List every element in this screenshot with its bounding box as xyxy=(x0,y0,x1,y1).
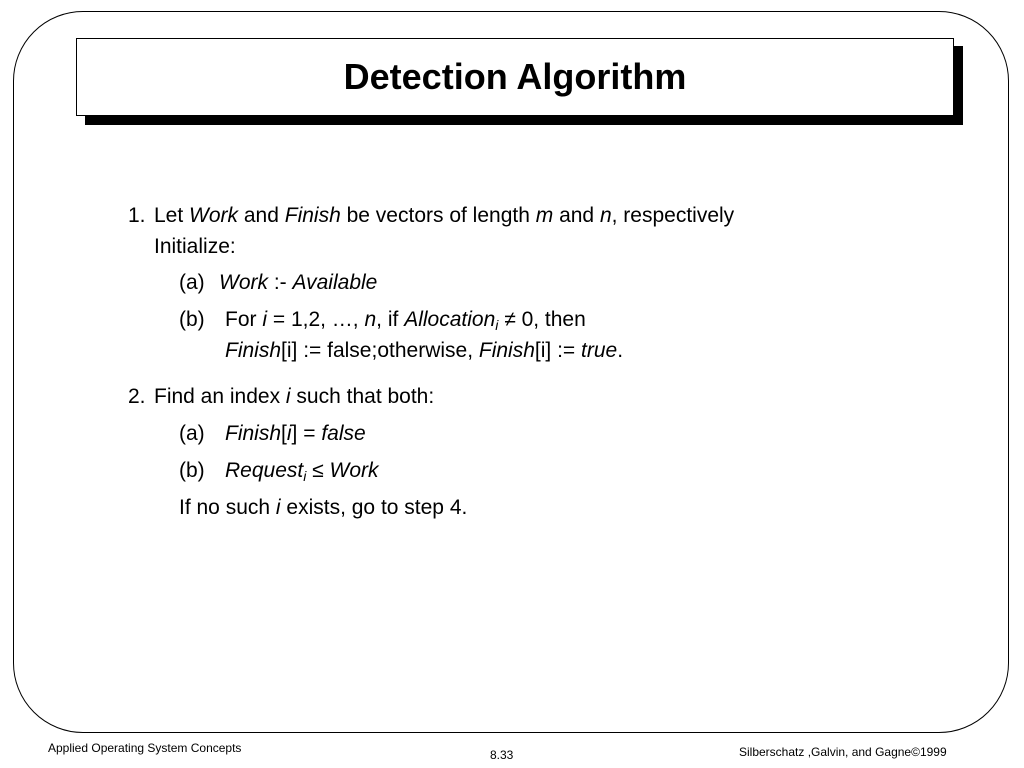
text-run: m xyxy=(535,204,554,227)
text-run: For xyxy=(225,308,263,331)
text-run: true xyxy=(581,339,618,362)
step-1a-label: (a) xyxy=(179,271,205,294)
text-run: Request xyxy=(225,459,304,482)
text-run: such that both: xyxy=(290,385,435,408)
text-run: Finish xyxy=(225,422,282,445)
text-run: Work xyxy=(189,204,239,227)
text-run: . xyxy=(617,339,624,362)
step-1b-line-2 xyxy=(225,340,623,361)
text-run: exists, go to step 4. xyxy=(280,496,468,519)
text-run: ≤ xyxy=(306,459,330,482)
text-run: [i] := xyxy=(534,339,582,362)
slide-title: Detection Algorithm xyxy=(343,56,687,97)
step-2-number: 2. xyxy=(128,385,146,408)
text-run: , if xyxy=(376,308,405,331)
step-2-line-1 xyxy=(154,386,434,407)
text-run: Work xyxy=(219,271,268,294)
text-run: If no such xyxy=(179,496,276,519)
step-1b-line-1 xyxy=(225,308,586,333)
text-run: i xyxy=(286,422,292,445)
step-2-note xyxy=(179,497,467,518)
text-run: Finish xyxy=(225,339,282,362)
step-2b-text xyxy=(225,459,379,484)
text-run: Find an index xyxy=(154,385,286,408)
text-run: n xyxy=(599,204,612,227)
step-1b-label: (b) xyxy=(179,308,205,331)
step-1-number: 1. xyxy=(128,204,146,227)
step-1a-text xyxy=(219,272,377,293)
subscript-run: i xyxy=(303,468,307,484)
text-run: [ xyxy=(281,422,287,445)
text-run: i xyxy=(285,385,291,408)
text-run: Finish xyxy=(284,204,341,227)
text-run: :- xyxy=(268,271,293,294)
text-run: false xyxy=(321,422,366,445)
text-run: ≠ 0, then xyxy=(498,308,586,331)
subscript-run: i xyxy=(495,317,499,333)
step-1-line-1 xyxy=(154,205,734,226)
text-run: Work xyxy=(329,459,379,482)
text-run: i xyxy=(275,496,281,519)
text-run: Available xyxy=(292,271,378,294)
text-run: Initialize: xyxy=(154,235,236,258)
text-run: n xyxy=(364,308,377,331)
footer-right: Silberschatz ,Galvin, and Gagne©1999 xyxy=(739,745,947,759)
text-run: [i] := false;otherwise, xyxy=(281,339,479,362)
footer-left: Applied Operating System Concepts xyxy=(48,741,242,755)
text-run: and xyxy=(553,204,600,227)
text-run: Allocation xyxy=(404,308,496,331)
text-run: , respectively xyxy=(611,204,735,227)
text-run: Finish xyxy=(478,339,535,362)
text-run: Let xyxy=(154,204,190,227)
step-1-line-2 xyxy=(154,236,236,257)
text-run: be vectors of length xyxy=(340,204,536,227)
step-2b-label: (b) xyxy=(179,459,205,482)
text-run: i xyxy=(262,308,268,331)
text-run: and xyxy=(238,204,285,227)
footer-page-number: 8.33 xyxy=(490,748,514,762)
step-2a-text xyxy=(225,423,366,444)
text-run: = 1,2, …, xyxy=(267,308,365,331)
step-2a-label: (a) xyxy=(179,422,205,445)
text-run: ] = xyxy=(291,422,322,445)
